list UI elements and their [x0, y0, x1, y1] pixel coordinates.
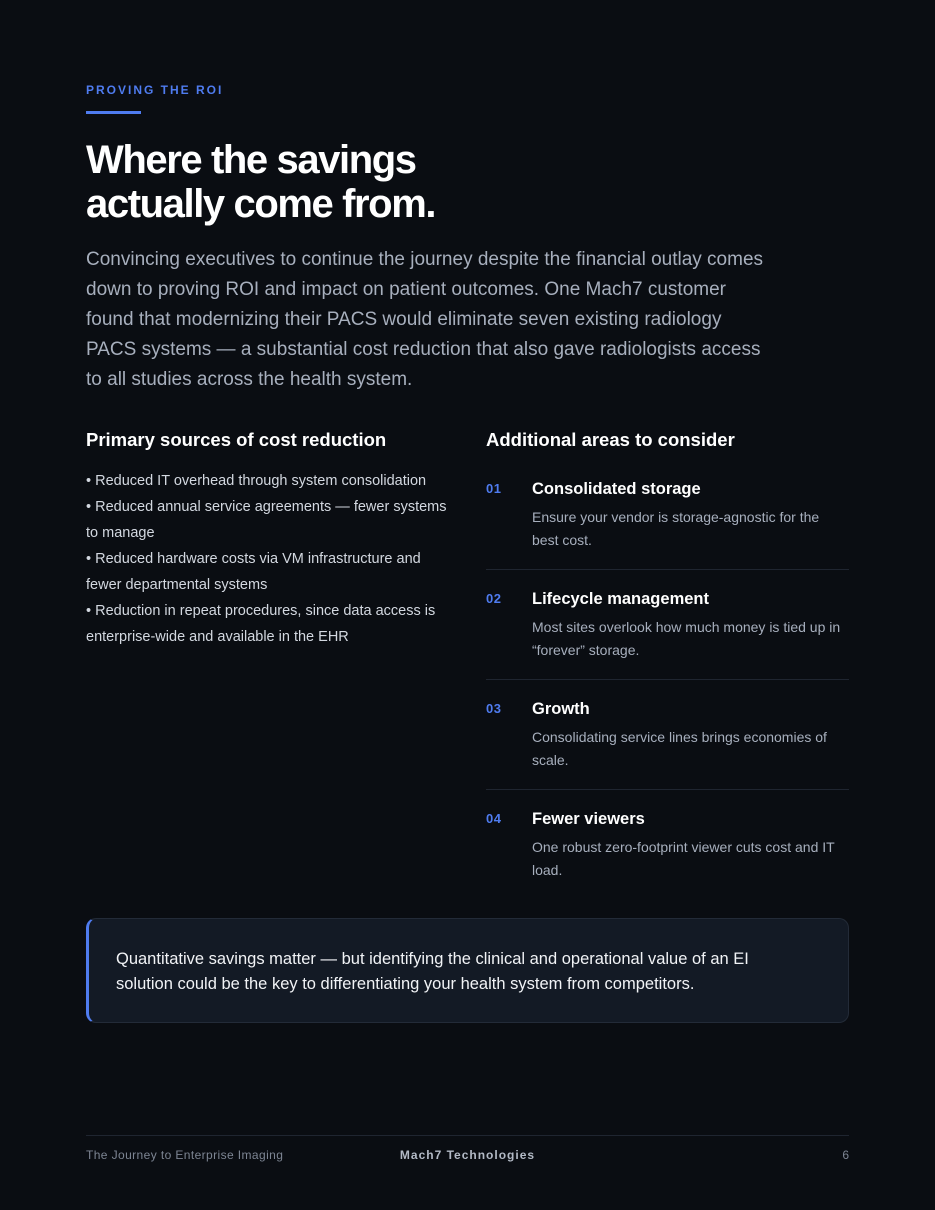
area-description: One robust zero-footprint viewer cuts cost and IT load.: [532, 839, 835, 878]
cost-reduction-list: [86, 468, 456, 650]
page-title-line-2: actually come from.: [86, 182, 436, 226]
area-body: [532, 808, 849, 882]
document-page: [86, 0, 849, 1210]
area-number: 01: [486, 481, 502, 496]
area-title: Fewer viewers: [532, 810, 645, 828]
area-number: 02: [486, 591, 502, 606]
area-description: Most sites overlook how much money is tied up in “forever” storage.: [532, 619, 841, 658]
intro-paragraph: Convincing executives to continue the journey despite the financial outlay comes down to proving ROI and impact on patient outcomes. One Mach7 customer found that modernizing their PACS would eliminate seven existing radiology PACS systems — a substantial cost reduction that also gave radiologists access to all studies across the health system.: [86, 249, 764, 390]
footer-divider: [86, 1135, 849, 1136]
additional-areas-heading: Additional areas to consider: [486, 429, 735, 450]
area-body: [532, 698, 849, 772]
footer-company-name: Mach7 Technologies: [399, 1148, 536, 1162]
area-title: Growth: [532, 700, 590, 718]
area-item-fewer-viewers: [486, 790, 849, 899]
area-number: 03: [486, 701, 502, 716]
callout-quote: [86, 918, 849, 1023]
cost-reduction-heading: Primary sources of cost reduction: [86, 429, 387, 450]
footer-page-number: 6: [842, 1148, 849, 1162]
eyebrow-underline: [86, 111, 141, 114]
area-description: Consolidating service lines brings economies of scale.: [532, 729, 827, 768]
area-item-consolidated-storage: [486, 452, 849, 570]
additional-areas-list: [486, 452, 849, 899]
list-item: • Reduced IT overhead through system consolidation: [86, 473, 427, 489]
area-description: Ensure your vendor is storage-agnostic for the best cost.: [532, 509, 820, 548]
area-title: Consolidated storage: [532, 480, 701, 498]
area-body: [532, 588, 849, 662]
area-item-lifecycle-management: [486, 570, 849, 680]
list-item: • Reduced hardware costs via VM infrastructure and fewer departmental systems: [86, 551, 421, 593]
section-eyebrow: PROVING THE ROI: [86, 83, 224, 97]
area-number: 04: [486, 811, 502, 826]
page-title-line-1: Where the savings: [86, 138, 416, 182]
page-title: [86, 138, 686, 226]
callout-text: Quantitative savings matter — but identifying the clinical and operational value of an EI solution could be the key to differentiating your health system from competitors.: [116, 950, 749, 993]
area-body: [532, 478, 849, 552]
footer-document-title: The Journey to Enterprise Imaging: [86, 1148, 284, 1162]
cost-reduction-section: [86, 428, 456, 650]
additional-areas-section: [486, 428, 849, 899]
area-title: Lifecycle management: [532, 590, 709, 608]
list-item: • Reduction in repeat procedures, since data access is enterprise-wide and available in the EHR: [86, 603, 436, 645]
area-item-growth: [486, 680, 849, 790]
list-item: • Reduced annual service agreements — fewer systems to manage: [86, 499, 447, 541]
